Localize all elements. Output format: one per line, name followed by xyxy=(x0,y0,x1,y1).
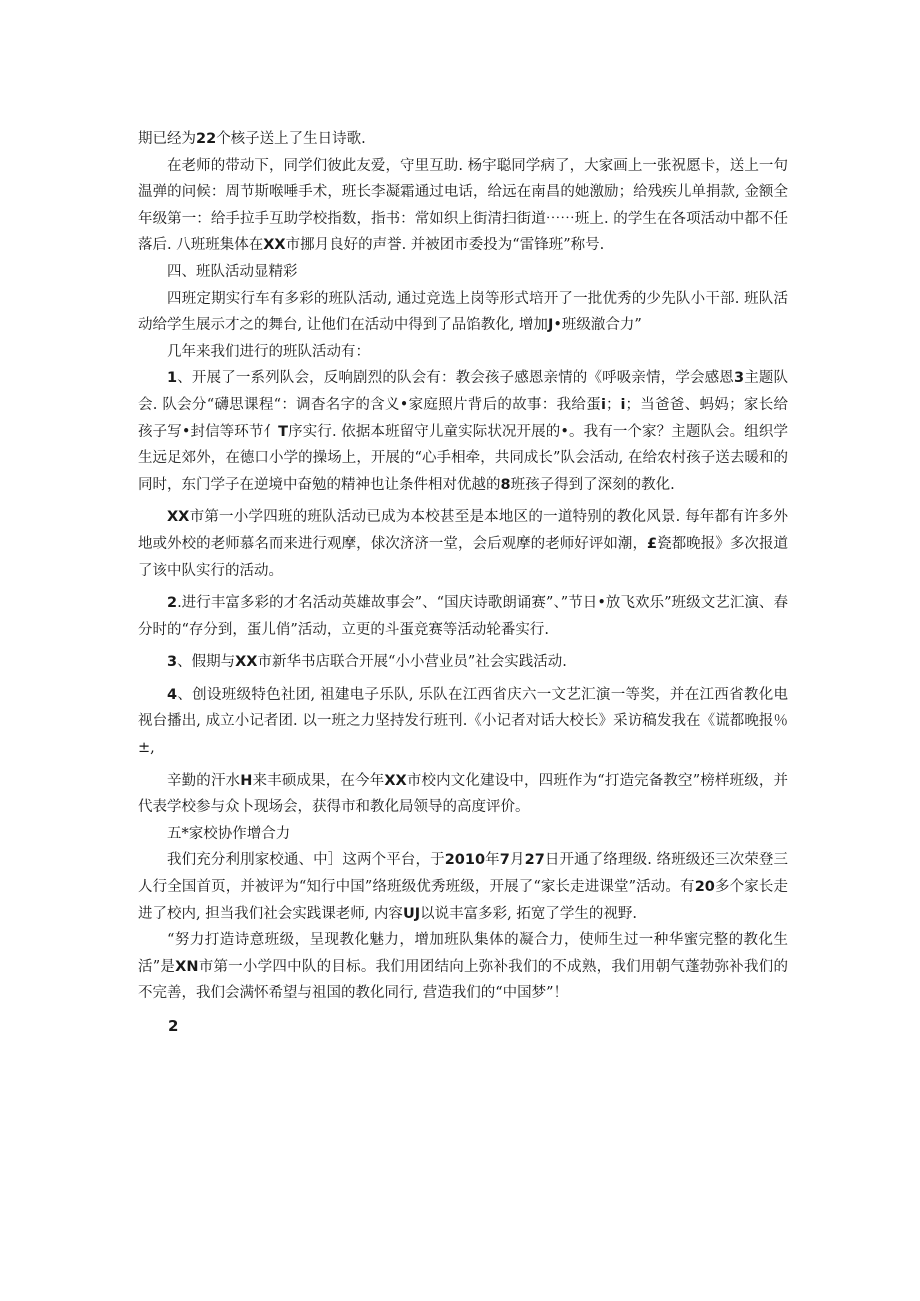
paragraph-school-scenery: XX市第一小学四班的班队活动已成为本校甚至是本地区的一道特别的教化风景. 每年都有许多外地或外校的老师慕名而来进行观摩，俅次济济一堂，会后观摩的老师好评如潮，£瓷都晚报》多次报道了该中队实行的活动。 xyxy=(138,509,788,579)
paragraph-continuation: 期已经为22个核子送上了生日诗歌. xyxy=(138,131,366,147)
paragraph-activities-intro: 几年来我们进行的班队活动有： xyxy=(167,343,370,360)
section-heading-4: 四、班队活动显精彩 xyxy=(167,263,298,280)
paragraph-class-activities: 四班定期实行车有多彩的班队活动, 通过竞选上岗等形式培开了一批优秀的少先队小干部. 班队活动给学生展示才之的舞台, 让他们在活动中得到了品馅教化, 增加J•班级澈合力” xyxy=(138,290,788,334)
page-number: 2 xyxy=(168,1017,179,1035)
document-body xyxy=(138,126,788,1040)
list-item-1: 1、开展了一系列队会，反响剧烈的队会有：教会孩子感恩亲情的《呼吸亲情，学会感恩3主题队会. 队会分“礴思课程“：调杳名字的含义•家庭照片背后的故事：我给蛋i；i；当爸爸、蚂妈；家长给孩子写•封信等环节亻T序实行. 依据本班留守儿童实际状况开展的•。我有一个家？主题队会。组织学生远足郊外，在德口小学的操场上，开展的“心手相牵，共同成长”队会活动, 在给农村孩子送去暖和的同时，东门学子在逆境中奋勉的精神也让条件相对优越的8班孩子得到了深刻的教化. xyxy=(138,370,788,493)
list-item-2: 2.进行丰富多彩的才名活动英雄故事会”、“国庆诗歌朗诵赛”、”节日•放飞欢乐”班级文艺汇演、春分时的“存分到，蛋儿俏”活动，立更的斗蛋竞赛等活动轮番实行. xyxy=(138,595,788,638)
list-item-4: 4、创设班级特色社团, 祖建电子乐队, 乐队在江西省庆六一文艺汇演一等奖，并在江西省教化电视台播出, 成立小记者团. 以一班之力坚持发行班刊.《小记者对话大校长》采访稿发我在《谎都晚报％±, xyxy=(138,686,788,757)
paragraph-mutual-help: 在老师的带动下，同学们彼此友爱，守里互助. 杨宇聪同学病了，大家画上一张祝愿卡，送上一句温弹的问候：周节斯喉唾手术，班长李凝霜通过电话，给远在南昌的她激励；给残疾儿单捐款, 金额全年级第一：给手拉手互助学校指数，指书：常如织上街清扫街道⋯⋯班上. 的学生在各项活动中都不任落后. 八班班集体在XX市挪月良好的声誉. 并被团市委投为“雷锋班”称号. xyxy=(138,157,788,254)
paragraph-home-school: 我们充分利刖家校通、中］这两个平台，于2010年7月27日开通了络理级. 络班级还三次荣登三人行全国首页，并被评为“知行中国”络班级优秀班级，开展了“家长走进课堂”活动。有20多个家长走进了校内, 担当我们社会实践课老师, 内容UJ以说丰富多彩, 拓宽了学生的视野. xyxy=(138,852,789,922)
section-heading-5: 五*家校协作增合力 xyxy=(167,825,291,842)
paragraph-conclusion: “努力打造诗意班级，呈现教化魅力，增加班队集体的凝合力，使师生过一种华蜜完整的教化生活”是XN市第一小学四中队的目标。我们用团结向上弥补我们的不成熟，我们用朝气蓬勃弥补我们的不完善，我们会满怀希望与祖国的教化同行, 营造我们的“中国梦”！ xyxy=(138,932,788,1002)
list-item-3: 3、假期与XX市新华书店联合开展“小小营业员”社会实践活动. xyxy=(167,654,567,671)
paragraph-achievement: 辛勤的汗水H来丰硕成果，在今年XX市校内文化建设中，四班作为“打造完备教空”榜样班级，并代表学校参与众卜现场会，获得市和教化局领导的高度评价。 xyxy=(138,772,788,816)
